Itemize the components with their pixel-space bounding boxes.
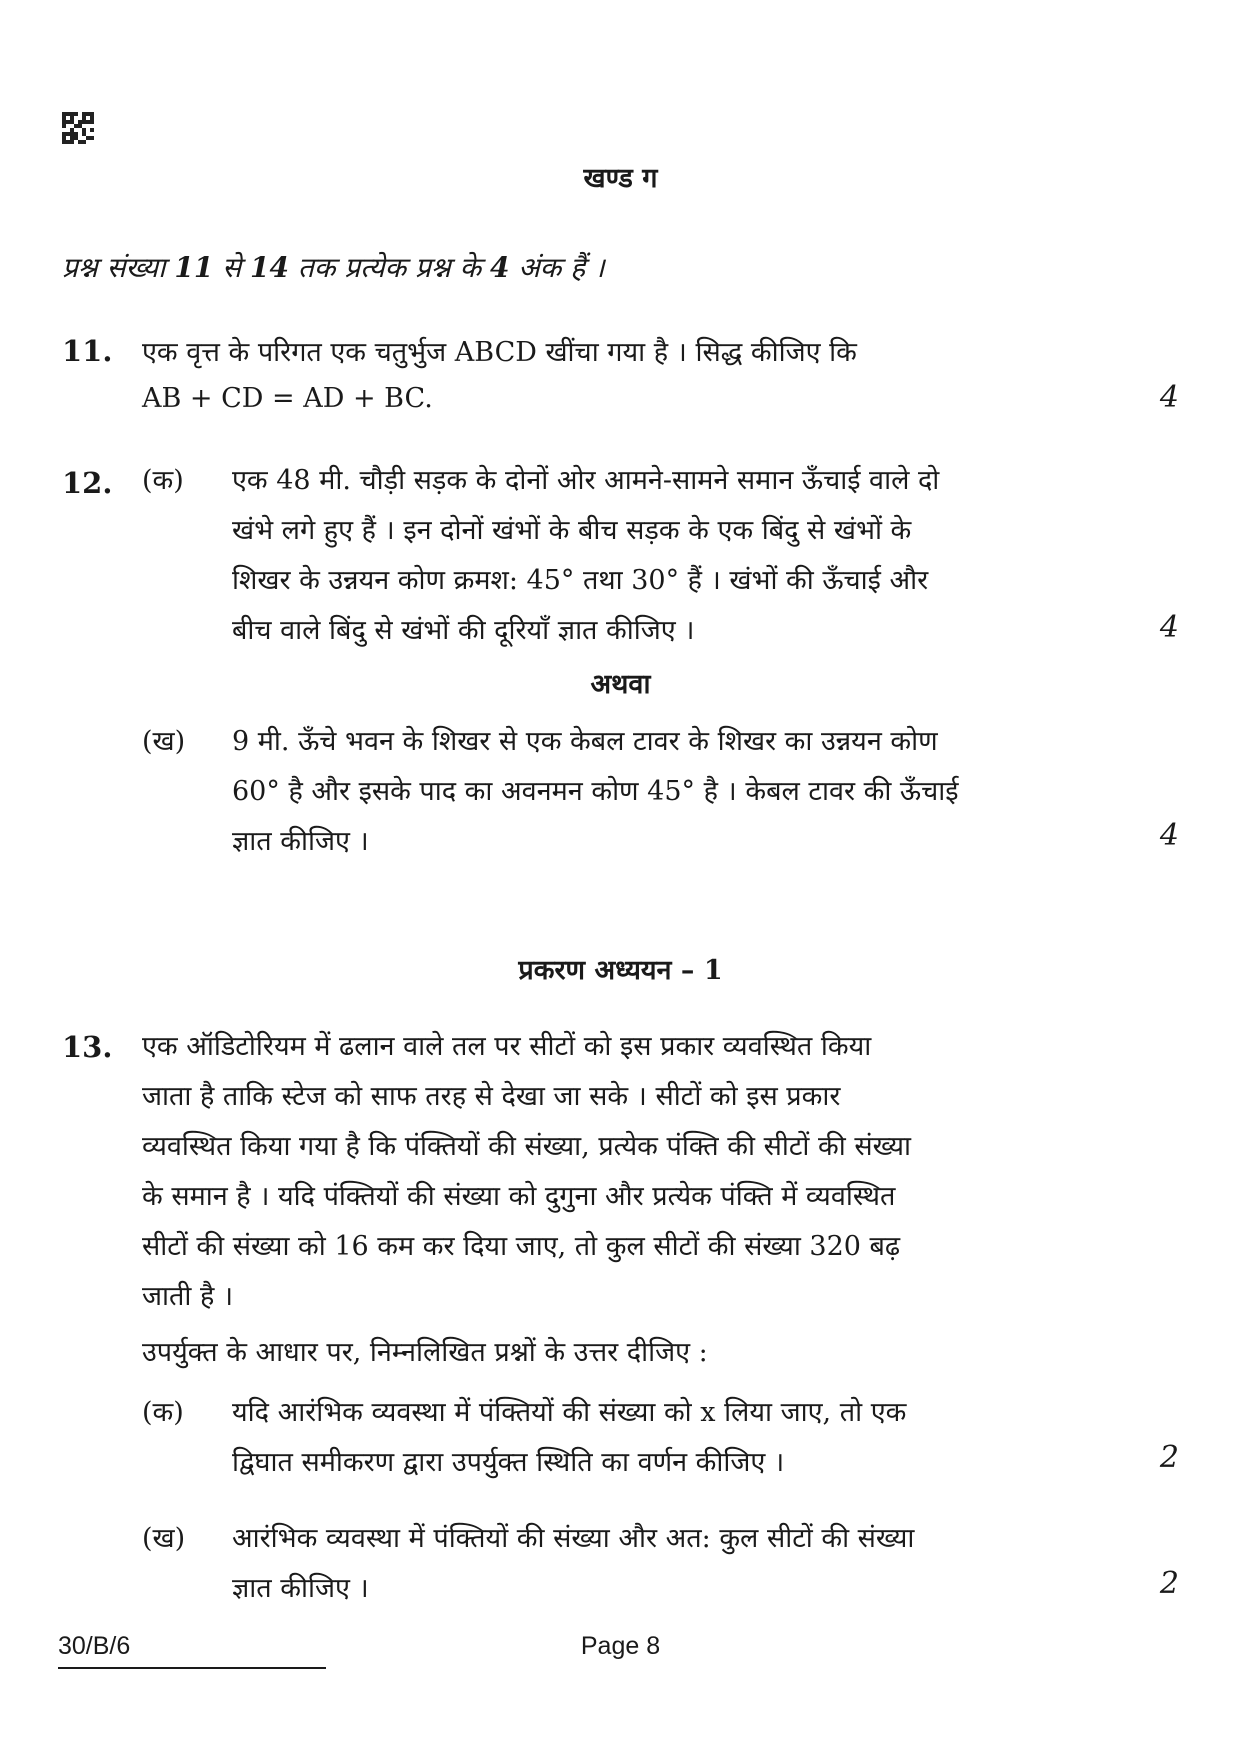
question-text-line: एक वृत्त के परिगत एक चतुर्भुज ABCD खींचा गया है । सिद्ध कीजिए कि	[142, 337, 857, 368]
question-text-line: खंभे लगे हुए हैं । इन दोनों खंभों के बीच सड़क के एक बिंदु से खंभों के	[232, 515, 912, 546]
sub-question-label: (ख)	[142, 726, 186, 757]
question-number: 12.	[62, 466, 113, 500]
question-marks: 4	[1159, 380, 1179, 415]
question-text-line: 9 मी. ऊँचे भवन के शिखर से एक केबल टावर के शिखर का उन्नयन कोण	[232, 726, 938, 757]
question-marks: 4	[1159, 818, 1179, 853]
sub-question-label: (ख)	[142, 1523, 186, 1554]
sub-question-label: (क)	[142, 1397, 184, 1428]
question-text-line: जाती है ।	[142, 1281, 234, 1312]
question-number: 13.	[62, 1030, 113, 1064]
section-title: खण्ड ग	[583, 163, 658, 194]
question-marks: 2	[1159, 1440, 1179, 1475]
question-text-line: यदि आरंभिक व्यवस्था में पंक्तियों की संख्या को x लिया जाए, तो एक	[232, 1397, 907, 1428]
question-text-line: द्विघात समीकरण द्वारा उपर्युक्त स्थिति का वर्णन कीजिए ।	[232, 1447, 785, 1478]
page-number: Page 8	[580, 1632, 661, 1660]
case-study-title: प्रकरण अध्ययन – 1	[518, 955, 723, 986]
question-text-line: सीटों की संख्या को 16 कम कर दिया जाए, तो कुल सीटों की संख्या 320 बढ़	[142, 1231, 901, 1262]
qr-code-icon	[62, 112, 94, 144]
question-text-line: शिखर के उन्नयन कोण क्रमश: 45° तथा 30° हैं । खंभों की ऊँचाई और	[232, 565, 929, 596]
question-text-line: बीच वाले बिंदु से खंभों की दूरियाँ ज्ञात कीजिए ।	[232, 615, 695, 646]
question-prompt: उपर्युक्त के आधार पर, निम्नलिखित प्रश्नों के उत्तर दीजिए :	[142, 1337, 708, 1368]
question-text-line: ज्ञात कीजिए ।	[232, 826, 369, 857]
footer-divider	[58, 1667, 326, 1669]
question-text-line: व्यवस्थित किया गया है कि पंक्तियों की संख्या, प्रत्येक पंक्ति की सीटों की संख्या	[142, 1131, 912, 1162]
question-text-line: के समान है । यदि पंक्तियों की संख्या को दुगुना और प्रत्येक पंक्ति में व्यवस्थित	[142, 1181, 896, 1212]
question-text-line: 60° है और इसके पाद का अवनमन कोण 45° है । केबल टावर की ऊँचाई	[232, 776, 959, 807]
question-text-line: एक ऑडिटोरियम में ढलान वाले तल पर सीटों को इस प्रकार व्यवस्थित किया	[142, 1031, 872, 1062]
question-text-line: एक 48 मी. चौड़ी सड़क के दोनों ओर आमने-सामने समान ऊँचाई वाले दो	[232, 465, 940, 496]
question-marks: 4	[1159, 610, 1179, 645]
question-text-line: जाता है ताकि स्टेज को साफ तरह से देखा जा सके । सीटों को इस प्रकार	[142, 1081, 841, 1112]
question-text-line: ज्ञात कीजिए ।	[232, 1573, 369, 1604]
section-instruction: प्रश्न संख्या 11 से 14 तक प्रत्येक प्रश्न के 4 अंक हैं ।	[62, 251, 605, 284]
question-marks: 2	[1159, 1566, 1179, 1601]
paper-code: 30/B/6	[58, 1632, 131, 1660]
question-text-line: AB + CD = AD + BC.	[142, 383, 433, 414]
question-text-line: आरंभिक व्यवस्था में पंक्तियों की संख्या और अत: कुल सीटों की संख्या	[232, 1523, 915, 1554]
question-number: 11.	[62, 334, 113, 368]
or-divider: अथवा	[590, 669, 651, 700]
sub-question-label: (क)	[142, 465, 184, 496]
